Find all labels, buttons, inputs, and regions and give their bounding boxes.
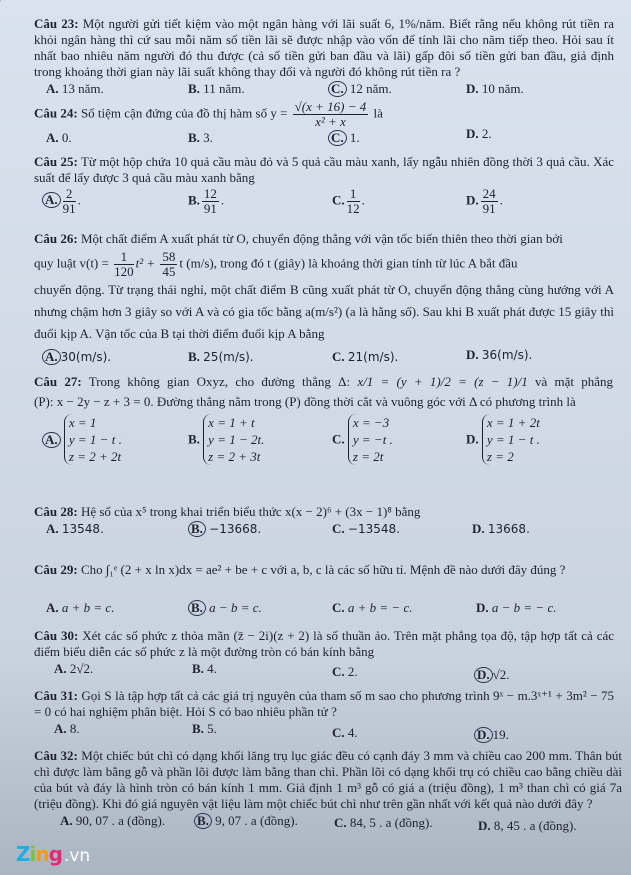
option-c-circled[interactable]: C. 12 năm. (332, 81, 392, 97)
option-c[interactable]: C. 2. (332, 664, 358, 679)
option-d[interactable]: D. 2. (466, 126, 492, 141)
question-text: Trong không gian Oxyz, cho đường thẳng Δ: (88, 374, 351, 389)
option-a[interactable]: A. 13 năm. (46, 81, 104, 96)
option-c-circled[interactable]: C. 1. (332, 130, 360, 146)
question-label: Câu 31: (34, 688, 78, 703)
options (34, 187, 614, 221)
option-d-circled[interactable]: D. √2. (478, 667, 510, 683)
question-text: Một chiếc bút chì có dạng khối lăng trụ lục giác đều có cạnh đáy 3 mm và chiều cao 200 mm. Thân bút chì được làm bằng gỗ và phần lõi được làm bằng than chì. Phần lõi có dạng khối trụ có chiều cao bằng chiều dài của bút và đáy là hình tròn có bán kính 1 mm. Giả định 1 m³ gỗ có giá a (triệu đồng), 1 m³ than chì có giá 7a (triệu đồng). Khi đó giá nguyên vật liệu làm một chiếc bút chì như trên gần nhất với kết quả nào dưới đây ? (34, 748, 623, 811)
option-b[interactable]: B. 5. (192, 721, 217, 736)
option-b[interactable]: B. 4. (192, 661, 217, 676)
question-label: Câu 26: (34, 231, 78, 246)
option-b-circled[interactable]: B. a − b = c. (192, 600, 262, 616)
options (34, 813, 622, 831)
question-label: Câu 24: (34, 105, 78, 121)
option-c[interactable]: C. 21(m/s). (332, 349, 399, 364)
option-a[interactable]: A. 13548. (46, 521, 104, 536)
question-24 (34, 100, 614, 148)
option-a[interactable]: A. 8. (54, 721, 80, 736)
option-b[interactable]: B. 25(m/s). (188, 349, 254, 364)
option-c[interactable]: C. −13548. (332, 521, 400, 536)
option-b[interactable]: B. 11 năm. (188, 81, 245, 96)
question-text: t (m/s), trong đó t (giây) là khoảng thời gian tính từ lúc A bắt đầu (179, 255, 518, 271)
question-29 (34, 562, 614, 618)
pen-mark (0, 0, 16, 35)
question-label: Câu 25: (34, 154, 78, 169)
question-23 (34, 16, 614, 99)
question-text-end: là (373, 105, 383, 121)
option-a-circled[interactable]: A. $\frac{2}{91}$ . (46, 187, 81, 216)
option-d[interactable]: D. a − b = − c. (476, 600, 557, 615)
options (34, 126, 614, 148)
option-d[interactable]: D. x = 1 + 2t y = 1 − t . z = 2 (466, 415, 540, 464)
option-b-circled[interactable]: B. 9, 07 . a (đồng). (198, 813, 298, 829)
question-text: Cho ∫₁ᵉ (2 + x ln x)dx = ae² + be + c với a, b, c là các số hữu tỉ. Mệnh đề nào dưới đây đúng ? (80, 562, 566, 577)
zing-logo: Zing .vn (16, 842, 91, 866)
option-d-circled[interactable]: D. 19. (478, 727, 509, 743)
question-label: Câu 23: (34, 16, 79, 31)
question-text: Số tiệm cận đứng của đồ thị hàm số y = (80, 105, 288, 121)
option-c[interactable]: C. x = −3 y = −t . z = 2t (332, 415, 393, 464)
question-26: Câu 26: Một chất điểm A xuất phát từ O, chuyển động thẳng với vận tốc biến thiên theo thời gian bởi quy luật v(t) = $\frac{1}{120}$ t² + $\frac{58}{45}$ t (m/s), trong đó t (giây) là khoảng thời gian tính từ lúc A bắt đầu chuyển động. Từ trạng thái nghỉ, một chất điểm B cũng xuất phát từ O, chuyển động thẳng cùng hướng với A nhưng chậm hơn 3 giây so với A và có gia tốc bằng a(m/s²) (a là hằng số). Sau khi B xuất phát được 15 giây thì đuổi kịp A. Vận tốc của B tại thời điểm đuổi kịp A bằng A. 30(m/s). B. 25(m/s). C. 21(m/s). D. 36(m/s). (34, 228, 614, 364)
line-equation: x/1 = (y + 1)/2 = (z − 1)/1 (357, 374, 528, 389)
question-text: Gọi S là tập hợp tất cả các giá trị nguyên của tham số m sao cho phương trình 9ˣ − m.3ˣ⁺¹ + 3m² − 75 = 0 có hai nghiệm phân biệt. Hỏi S có bao nhiêu phần tử ? (34, 688, 615, 719)
option-c[interactable]: C. a + b = − c. (332, 600, 413, 615)
question-32 (34, 748, 622, 831)
options (34, 661, 614, 682)
option-a[interactable]: A. 2√2. (54, 661, 94, 676)
question-text: Xét các số phức z thỏa mãn (z̄ − 2i)(z + 2) là số thuần ảo. Trên mặt phẳng tọa độ, tập hợp tất cả các điểm biểu diễn các số phức z là một đường tròn có bán kính bằng (34, 628, 615, 659)
question-text: Một chất điểm A xuất phát từ O, chuyển động thẳng với vận tốc biến thiên theo thời gian bởi (80, 231, 563, 246)
question-label: Câu 27: (34, 374, 82, 389)
options (34, 81, 614, 99)
option-b[interactable]: B. x = 1 + t y = 1 − 2t. z = 2 + 3t (188, 415, 265, 464)
option-c[interactable]: C. 4. (332, 725, 358, 740)
option-d[interactable]: D. 36(m/s). (466, 347, 533, 362)
question-27 (34, 372, 614, 474)
option-a-circled[interactable]: A. x = 1 y = 1 − t . z = 2 + 2t (46, 414, 122, 465)
option-d[interactable]: D. $\frac{24}{91}$ . (466, 186, 503, 216)
options (34, 521, 614, 539)
option-a[interactable]: A. 90, 07 . a (đồng). (60, 813, 166, 828)
question-25 (34, 154, 614, 221)
question-label: Câu 32: (34, 748, 78, 763)
question-label: Câu 29: (34, 562, 78, 577)
option-d[interactable]: D. 8, 45 . a (đồng). (478, 818, 577, 833)
question-label: Câu 30: (34, 628, 79, 643)
option-c[interactable]: C. 84, 5 . a (đồng). (334, 815, 433, 830)
question-text: quy luật v(t) = (34, 255, 109, 271)
question-text: Từ một hộp chứa 10 quả cầu màu đỏ và 5 quả cầu màu xanh, lấy ngẫu nhiên đồng thời 3 quả cầu. Xác suất để lấy được 3 quả cầu màu xanh bằng (34, 154, 615, 185)
option-b[interactable]: B. 3. (188, 130, 213, 145)
option-c[interactable]: C. $\frac{1}{12}$ . (332, 186, 365, 216)
option-a[interactable]: A. a + b = c. (46, 600, 115, 615)
question-label: Câu 28: (34, 504, 78, 519)
question-28 (34, 504, 614, 539)
question-text: (P): x − 2y − z + 3 = 0. Đường thẳng nằm trong (P) đồng thời cắt và vuông góc với Δ có phương trình là (34, 394, 576, 409)
options (34, 600, 614, 618)
option-b-circled[interactable]: B. −13668. (192, 521, 261, 537)
options (34, 346, 614, 364)
question-text: chuyển động. Từ trạng thái nghỉ, một chất điểm B cũng xuất phát từ O, chuyển động thẳng cùng hướng với A nhưng chậm hơn 3 giây so với A và có gia tốc bằng a(m/s²) (a là hằng số). Sau khi B xuất phát được 15 giây thì đuổi kịp A. Vận tốc của B tại thời điểm đuổi kịp A bằng (34, 282, 614, 341)
options (34, 721, 614, 742)
question-text: Một người gửi tiết kiệm vào một ngân hàng với lãi suất 6, 1%/năm. Biết rằng nếu không rút tiền ra khỏi ngân hàng thì cứ sau mỗi năm số tiền lãi sẽ được nhập vào vốn để tính lãi cho năm tiếp theo. Hỏi sau ít nhất bao nhiêu năm người đó thu được (cả số tiền gửi ban đầu và lãi) gấp đôi số tiền gửi ban đầu, giả định trong khoảng thời gian này lãi suất không thay đổi và người đó không rút tiền ra ? (34, 16, 614, 79)
option-b[interactable]: B. $\frac{12}{91}$ . (188, 186, 225, 216)
options (34, 414, 614, 474)
option-d[interactable]: D. 10 năm. (466, 81, 524, 96)
question-text: Hệ số của x⁵ trong khai triển biểu thức x(x − 2)⁶ + (3x − 1)⁸ bằng (80, 504, 421, 519)
question-31 (34, 688, 615, 742)
question-30 (34, 628, 615, 682)
question-text: và mặt phẳng (534, 374, 614, 389)
option-d[interactable]: D. 13668. (472, 521, 530, 536)
fraction: $\frac{√(x + 16) - 4}{\text{x² + x}}$ (294, 99, 367, 129)
option-a[interactable]: A. 0. (46, 130, 72, 145)
option-a-circled[interactable]: A. 30(m/s). (46, 346, 111, 368)
